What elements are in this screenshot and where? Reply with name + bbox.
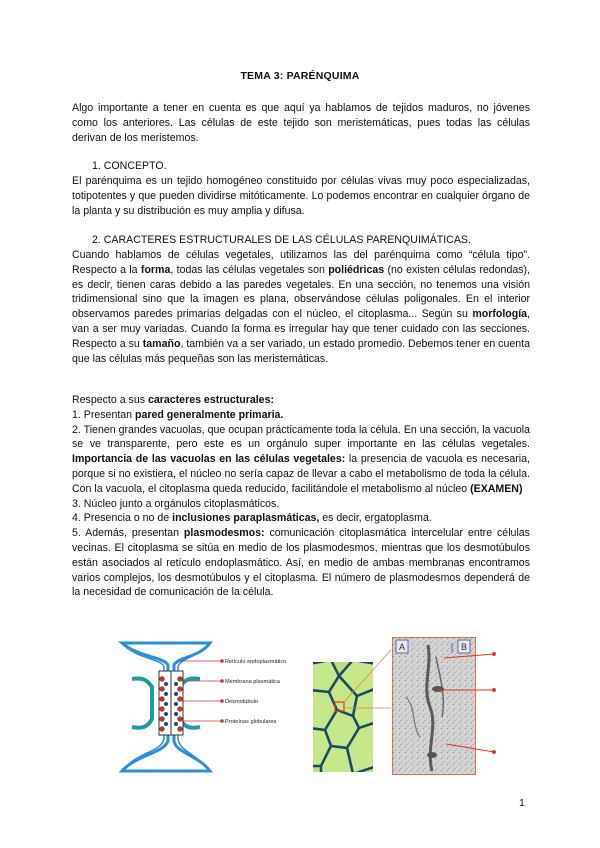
structural-lead: Respecto a sus caracteres estructurales: <box>72 394 274 406</box>
section-1-heading: 1. CONCEPTO. <box>92 160 167 172</box>
zoom-connector-lines <box>335 650 395 710</box>
micrograph-arrows <box>430 650 498 760</box>
panel-b-label: B <box>460 642 468 652</box>
page-number: 1 <box>519 797 525 809</box>
plasmodesma-diagram <box>118 637 296 775</box>
label-desmotubulo: Desmotúbulo <box>225 699 258 705</box>
list-item-3: 3. Núcleo junto a orgánulos citoplasmáticos. <box>72 497 280 510</box>
section-2-heading: 2. CARACTERES ESTRUCTURALES DE LAS CÉLULAS PARENQUIMÁTICAS. <box>92 234 471 246</box>
label-reticulo: Retículo endoplasmático <box>225 659 287 665</box>
section-2-text: Cuando hablamos de células vegetales, utilizamos las del parénquima como “célula tipo”. Respecto a la forma, todas las células vegetales son poliédricas (no existen células redondas), es decir, tienen caras debido a las paredes vegetales. En una sección, no tenemos una visión tridimensional sino que la imagen es plana, observándose células poligonales. En el interior observamos paredes primarias delgadas con el núcleo, el citoplasma... Según su morfología, van a ser muy variadas. Cuando la forma es irregular hay que tener cuidado con las secciones. Respecto a su tamaño, también va a ser variado, un estado promedio. Debemos tener en cuenta que las células más pequeñas son las meristemáticas. <box>72 249 530 365</box>
list-item-1: 1. Presentan pared generalmente primaria. <box>72 408 284 421</box>
list-item-2: 2. Tienen grandes vacuolas, que ocupan prácticamente toda la célula. En una sección, la vacuola se ve transparente, pero este es un orgánulo super importante en las células vegetales. Importancia de las vacuolas en las células vegetales: la presencia de vacuola es necesaria, porque si no existiera, el núcleo no sería capaz de llevar a cabo el metabolismo de toda la célula. Con la vacuola, el citoplasma queda reducido, facilitándole el metabolismo al núcleo (EXAMEN) <box>72 423 530 495</box>
structural-list <box>72 393 530 600</box>
panel-a-label: A <box>398 642 406 652</box>
intro-paragraph: Algo importante a tener en cuenta es que aquí ya hablamos de tejidos maduros, no jóvenes como los anteriores. Las células de este tejido son meristemáticas, pues todas las células derivan de los meristemos. <box>72 102 530 144</box>
section-1-text: El parénquima es un tejido homogéneo constituido por células vivas muy poco especializadas, totipotentes y que pueden dividirse mitóticamente. Lo podemos encontrar en cualquier órgano de la planta y su distribución es muy amplia y difusa. <box>72 175 530 217</box>
list-item-4: 4. Presencia o no de inclusiones paraplasmáticas, es decir, ergatoplasma. <box>72 512 432 525</box>
label-proteinas: Proteínas globulares <box>225 719 277 725</box>
page-title: TEMA 3: PARÉNQUIMA <box>240 70 360 82</box>
list-item-5: 5. Además, presentan plasmodesmos: comunicación citoplasmática intercelular entre células vecinas. El citoplasma se sitúa en medio de los plasmodesmos, mientras que los desmotúbulos están asociados al retículo endoplasmático. Así, en medio de ambas membranas encontramos varios complejos, los desmotúbulos y el citoplasma. El número de plasmodesmos dependerá de la necesidad de comunicación de la célula. <box>72 527 530 599</box>
label-membrana: Membrana plasmática <box>225 679 281 685</box>
